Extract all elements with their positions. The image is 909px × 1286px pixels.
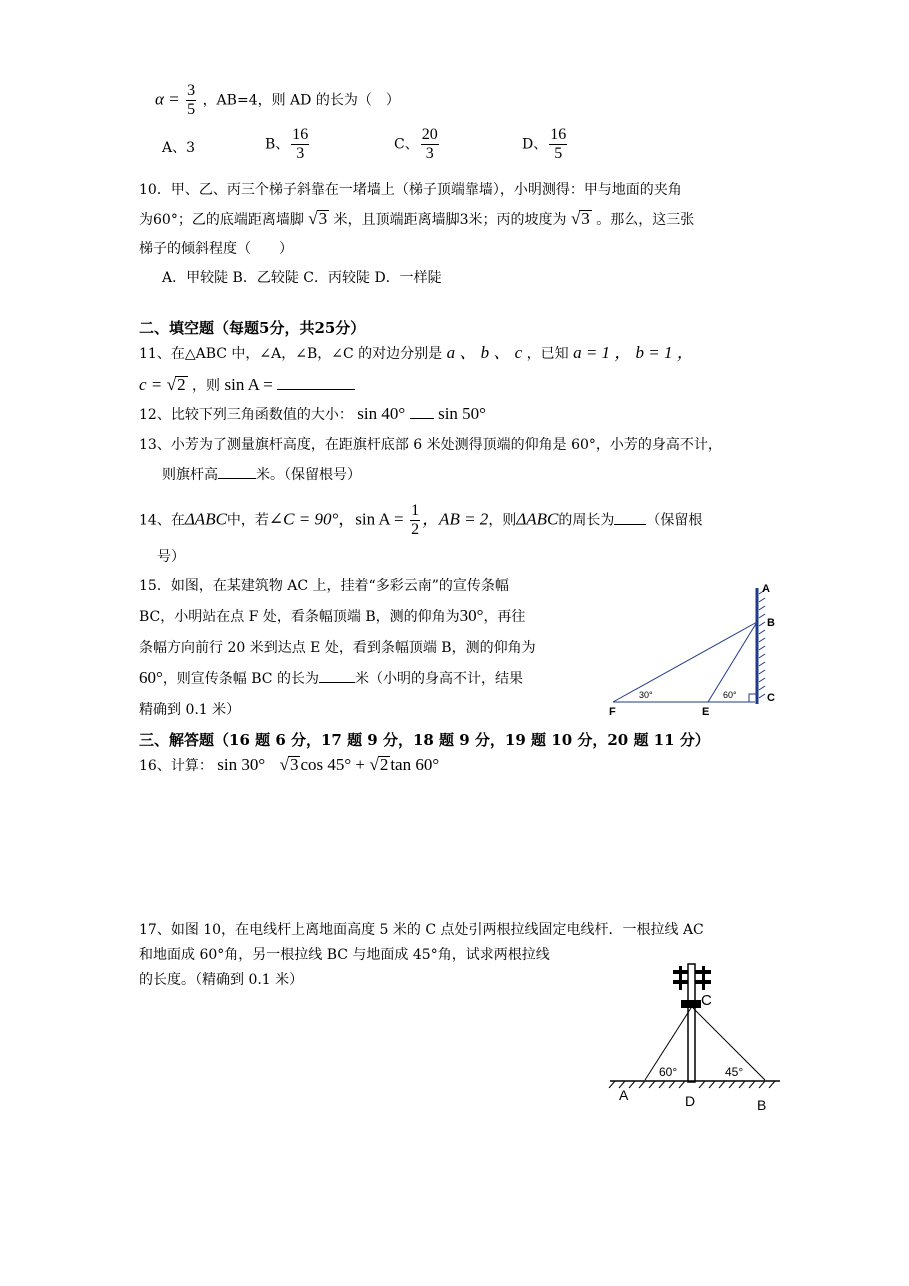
q10-line2: 为60°；乙的底端距离墙脚 √3 米，且顶端距离墙脚3米；丙的坡度为 √3 。那么，这三张 — [139, 209, 695, 228]
q14-line2: 号） — [157, 549, 185, 565]
q10-line3: 梯子的倾斜程度（ ） — [139, 241, 293, 257]
q12: 12、比较下列三角函数值的大小： sin 40° sin 50° — [139, 404, 486, 423]
fig15-label-a: A — [762, 583, 770, 595]
q15-figure — [605, 580, 785, 720]
fig17-angle-60: 60° — [659, 1065, 678, 1079]
q9-option-d[interactable]: D、 $\frac{16}{5}$ — [522, 126, 567, 162]
q14-line1: 14、在ΔABC中，若∠C = 90°，sin A = $\frac{1}{2}$ ，AB = 2，则ΔABC的周长为 （保留根 — [139, 502, 703, 538]
fig17-label-a: A — [619, 1087, 629, 1103]
fig15-angle-60: 60° — [723, 690, 737, 700]
fig15-label-b: B — [767, 617, 775, 629]
q9-option-a[interactable]: A、3 — [162, 140, 196, 156]
section-2-title: 二、填空题（每题5分，共25分） — [139, 319, 366, 337]
q17-line2: 和地面成 60°角，另一根拉线 BC 与地面成 45°角，试求两根拉线 — [139, 947, 550, 963]
alpha-eq: α = — [155, 89, 180, 109]
q15-line3: 条幅方向前行 20 米到达点 E 处，看到条幅顶端 B，测的仰角为 — [139, 640, 536, 656]
q9-stem — [155, 82, 400, 119]
q11-answer-blank[interactable] — [277, 389, 355, 390]
fig15-label-c: C — [767, 692, 775, 704]
q9-option-b[interactable]: B、 $\frac{16}{3}$ — [265, 126, 309, 162]
q17-line1: 17、如图 10，在电线杆上离地面高度 5 米的 C 点处引两根拉线固定电线杆．一根拉线 AC — [139, 922, 704, 938]
q16: 16、计算： sin 30° √3 cos 45° + √2 tan 60° — [139, 755, 440, 774]
q15-line4: 60°，则宣传条幅 BC 的长为 米（小明的身高不计，结果 — [139, 668, 523, 687]
fig15-angle-30: 30° — [639, 690, 653, 700]
q15-line1: 15．如图，在某建筑物 AC 上，挂着“多彩云南”的宣传条幅 — [139, 578, 509, 594]
section-3-title: 三、解答题（16 题 6 分，17 题 9 分，18 题 9 分，19 题 10 分，20 题 11 分） — [139, 731, 710, 749]
fig17-angle-45: 45° — [725, 1065, 744, 1079]
q9-option-c[interactable]: C、 $\frac{20}{3}$ — [394, 126, 438, 162]
q15-answer-blank[interactable] — [319, 682, 355, 683]
fig17-label-d: D — [685, 1093, 696, 1109]
fig17-label-b: B — [757, 1097, 767, 1113]
q9-tail: ，AB=4，则 AD 的长为（ ） — [202, 92, 400, 109]
q10-options[interactable]: A．甲较陡 B．乙较陡 C．丙较陡 D．一样陡 — [162, 270, 442, 286]
fig15-label-e: E — [702, 706, 710, 718]
q13-line2: 则旗杆高 米。（保留根号） — [162, 467, 361, 483]
fig15-label-f: F — [609, 706, 616, 718]
q13-answer-blank[interactable] — [218, 478, 256, 479]
fig17-label-c: C — [701, 992, 712, 1009]
q9-fraction: $\frac{3}{5}$ — [187, 82, 196, 118]
q17-figure — [605, 960, 785, 1115]
q14-answer-blank[interactable] — [614, 524, 646, 525]
q11-line2: c = √2 ，则 sin A = — [139, 375, 355, 396]
q11-line1: 11、在△ABC 中，∠A，∠B，∠C 的对边分别是 a 、 b 、 c ，已知 a = 1 ， b = 1 ， — [139, 343, 694, 362]
q12-answer-blank[interactable] — [410, 418, 434, 419]
q10-line1: 10．甲、乙、丙三个梯子斜靠在一堵墙上（梯子顶端靠墙），小明测得：甲与地面的夹角 — [139, 182, 682, 198]
q17-line3: 的长度。（精确到 0.1 米） — [139, 972, 304, 988]
q13-line1: 13、小芳为了测量旗杆高度，在距旗杆底部 6 米处测得顶端的仰角是 60°，小芳的身高不计， — [139, 437, 722, 453]
q15-line2: BC，小明站在点 F 处，看条幅顶端 B，测的仰角为30°，再往 — [139, 606, 526, 625]
q15-line5: 精确到 0.1 米） — [139, 702, 241, 718]
